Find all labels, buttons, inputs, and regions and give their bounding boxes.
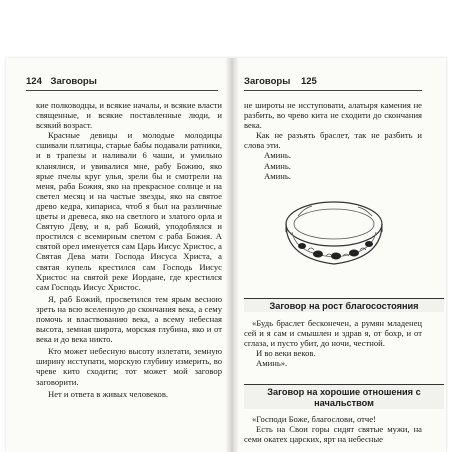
right-paragraph: «Господи Боже, благослови, отче!: [252, 414, 376, 424]
amen-line: Аминь.: [264, 150, 291, 161]
section-heading-prosperity: Заговор на рост благосостояния: [244, 298, 444, 312]
section-heading-boss-relations: Заговор на хорошие отношения с начальством: [244, 384, 444, 409]
right-paragraph: И во веки веков.: [256, 348, 316, 359]
bracelet-illustration: [278, 180, 390, 280]
left-page: [6, 58, 226, 452]
right-paragraph: Как не разъять браслет, так не разбить и слова эти.: [244, 130, 422, 151]
left-paragraph: Нет и ответа в живых человеков.: [48, 388, 169, 399]
book-gutter: [225, 58, 239, 452]
right-paragraph: Есть на Свои горы сидят святые мужи, на семи окатех царских, ярт на небесные: [244, 424, 422, 445]
amen-line: Аминь.: [264, 160, 291, 171]
left-paragraph: кие полководцы, и всякие началы, и всякие власти священные, и всякие поставленные люди, и всякий возраст.: [36, 100, 222, 131]
right-page: [238, 58, 446, 452]
left-page-body: [36, 100, 222, 399]
amen-block: [244, 150, 422, 180]
left-page-header: [26, 76, 218, 91]
right-page-header: [244, 76, 422, 91]
right-running-title: Заговоры: [244, 76, 291, 87]
boss-spell-text: [244, 414, 422, 444]
left-paragraph: Красные девицы и молодые молодицы сшивали платицы, старые бабы подавали ратники, и в трапезы и наливали 6 чаши, и умильно кланялися, и увивалися мне, рабу Божию, яко ярые пчелы круг улья, зрели бы и смотрели на меня, раба Божия, яко на прекрасное солнце и на светел месяц и на частые звезды, яко на святое древо кедра, кипариса, чтоб я был на различные цветы и древеса, яко на светлого и златого орла и Святую Деву, и я, раб Божий, уподоблялся и простился с всемирным светом с раба Божия. А святой орел именуется сам Царь Иисус Христос, а Святая Дева мати Господа Иисуса Христа, а святая купель крестился сам Господь Иисус Христос на святой реке Иордане, где крестился сам Господь Иисус Христос.: [36, 130, 222, 292]
left-paragraph: Я, раб Божий, просветился тем ярым весною зреть на всю вселенную до скончания века, а сему помочь и властвованию века, а всему небесная высота, земная широта, морская глубина, яко и от века и до века никто.: [36, 293, 222, 345]
left-running-title: Заговоры: [50, 76, 97, 87]
book-spread: [6, 58, 446, 452]
amen-line: Аминь.: [264, 170, 291, 181]
prosperity-spell-text: [244, 318, 422, 368]
right-paragraph: не широты не исступовати, алатыря камения не разбить, во чрево кита не сходити до скончания века.: [244, 100, 422, 131]
right-intro-text: [244, 100, 422, 181]
left-page-number: 124: [26, 76, 42, 87]
left-paragraph: Кто может небесную высоту излетати, земную ширину исступати, морскую глубину измерить, во чреве кито сходити; тот может мой заговор заговорити.: [36, 346, 222, 387]
right-paragraph: Аминь».: [256, 358, 288, 369]
right-paragraph: «Будь браслет бесконечен, а румян младенец сей и я сам и смышлен и здрав я, от бохр, и от сглаза, и пусто убит, до ночи, честной.: [244, 318, 422, 349]
right-page-number: 125: [300, 76, 317, 87]
